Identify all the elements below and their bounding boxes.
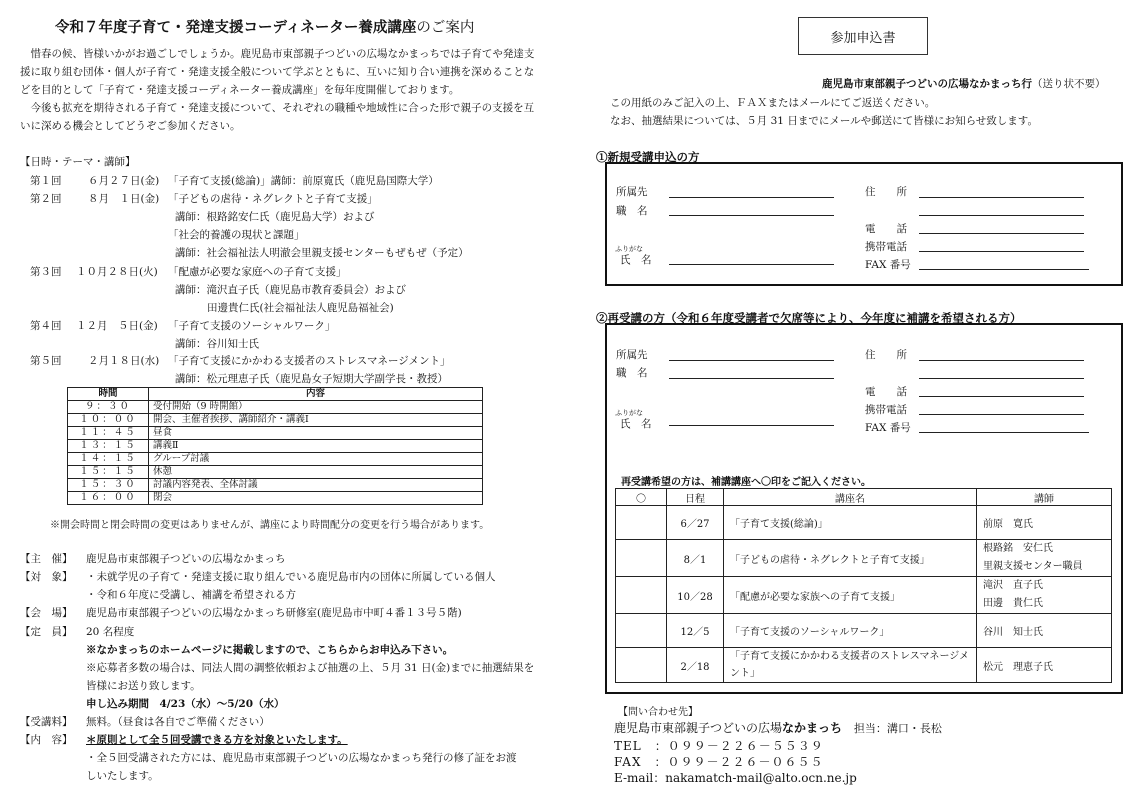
course-title: 「子育て支援(総論)」 <box>724 506 977 540</box>
phone-field[interactable] <box>919 396 1084 397</box>
re-header-mark: 〇 <box>616 489 667 506</box>
lecturer-line: 根路銘 安仁氏 <box>983 543 1053 554</box>
name-field[interactable] <box>669 425 834 426</box>
session-line: 講師：滝沢直子氏（鹿児島市教育委員会）および <box>175 284 406 296</box>
table-row <box>68 440 483 453</box>
course-title: 「子どもの虐待・ネグレクトと子育て支援」 <box>724 540 977 577</box>
session-line: 田邊貴仁氏(社会福祉法人鹿児島福祉会) <box>207 302 394 314</box>
fee-value: 無料。（昼食は各自でご準備ください） <box>86 716 270 728</box>
capacity-label: 【定 員】 <box>20 626 73 638</box>
job-label: 職 名 <box>616 367 648 379</box>
job-field[interactable] <box>669 378 834 379</box>
contact-org-brand: なかまっち <box>782 721 843 735</box>
contact-email[interactable]: E-mail：nakamatch-mail@alto.ocn.ne.jp <box>614 771 857 785</box>
session-no: 第４回 <box>30 320 62 332</box>
mark-cell[interactable] <box>616 540 667 577</box>
course-title: 「子育て支援のソーシャルワーク」 <box>724 614 977 648</box>
re-header-date: 日程 <box>667 489 724 506</box>
table-row <box>616 648 1112 683</box>
schedule-content: 受付開始（9 時開館） <box>149 401 483 414</box>
table-row <box>68 414 483 427</box>
schedule-time: １０：００ <box>68 414 149 427</box>
schedule-content: 開会、主催者挨拶、講師紹介・講義Ⅰ <box>149 414 483 427</box>
title-suffix: のご案内 <box>416 20 475 36</box>
schedule-content: 討議内容発表、全体討議 <box>149 479 483 492</box>
lottery-note: 皆様にお送り致します。 <box>86 680 201 692</box>
mobile-field[interactable] <box>919 251 1084 252</box>
furigana-label: ふりがな <box>615 245 643 253</box>
page-title <box>55 16 474 37</box>
phone-field[interactable] <box>919 233 1084 234</box>
contact-org-name: 鹿児島市東部親子つどいの広場 <box>614 721 783 735</box>
capacity-value: 20 名程度 <box>86 626 135 638</box>
schedule-time: １４：１５ <box>68 453 149 466</box>
target-value: ・未就学児の子育て・発達支援に取り組んでいる鹿児島市内の団体に所属している個人 <box>86 571 496 583</box>
contact-heading: 【問い合わせ先】 <box>618 707 698 718</box>
course-date: 8／1 <box>667 540 724 577</box>
schedule-content: 講義Ⅱ <box>149 440 483 453</box>
lecturer-line: 田邊 貴仁氏 <box>983 598 1043 609</box>
mark-cell[interactable] <box>616 506 667 540</box>
schedule-header-time: 時間 <box>68 388 149 401</box>
lecturer-line: 滝沢 直子氏 <box>983 580 1043 591</box>
course-lecturer: 松元 理恵子氏 <box>977 648 1112 683</box>
host-label: 【主 催】 <box>20 553 73 565</box>
table-row <box>68 453 483 466</box>
makeup-course-table <box>615 488 1112 683</box>
schedule-content: グループ討議 <box>149 453 483 466</box>
table-row <box>616 577 1112 614</box>
session-line: 「子どもの虐待・ネグレクトと子育て支援」 <box>168 193 378 205</box>
re-applicant-heading: ②再受講の方（令和６年度受講者で欠席等により、今年度に補講を希望される方） <box>596 311 1022 325</box>
session-line: 講師：根路銘安仁氏（鹿児島大学）および <box>175 211 375 223</box>
session-line: 講師：社会福祉法人明澈会里親支援センターもぜもぜ（予定） <box>175 247 469 259</box>
schedule-content: 閉会 <box>149 492 483 505</box>
course-date: 6／27 <box>667 506 724 540</box>
address-field-line2[interactable] <box>919 378 1084 379</box>
course-lecturer <box>977 577 1112 614</box>
table-row <box>68 492 483 505</box>
schedule-time: １５：１５ <box>68 466 149 479</box>
lecturer-line: 里親支援センター職員 <box>983 561 1083 572</box>
addressee <box>822 76 1106 91</box>
content-value: ・全５回受講された方には、鹿児島市東部親子つどいの広場なかまっち発行の修了証をお渡 <box>86 752 517 764</box>
fax-label: FAX 番号 <box>865 422 911 434</box>
affiliation-label: 所属先 <box>616 349 648 361</box>
intro-line: 援に取り組む団体・個人が子育て・発達支援全般について学ぶとともに、互いに知り合い連携を深めることな <box>20 66 535 78</box>
job-label: 職 名 <box>616 205 648 217</box>
address-field[interactable] <box>919 197 1084 198</box>
venue-value: 鹿児島市東部親子つどいの広場なかまっち研修室(鹿児島市中町４番１３号５階) <box>86 607 462 619</box>
affiliation-label: 所属先 <box>616 186 648 198</box>
re-instruction: 再受講希望の方は、補講講座へ〇印をご記入ください。 <box>621 477 871 488</box>
job-field[interactable] <box>669 215 834 216</box>
application-period: 申し込み期間 4/23（水）～5/20（水） <box>86 698 285 710</box>
content-value: ＊原則として全５回受講できる方を対象といたします。 <box>86 734 348 746</box>
session-no: 第２回 <box>30 193 62 205</box>
schedule-time: １６：００ <box>68 492 149 505</box>
lottery-note: ※応募者多数の場合は、同法人間の調整依頼および抽選の上、５月 31 日(金)までに抽選結果を <box>86 662 535 674</box>
session-date: １２月 ５日(金) <box>76 320 158 332</box>
contact-organization <box>614 719 942 736</box>
session-line: 講師：谷川知士氏 <box>175 338 259 350</box>
contact-tel: TEL ：０９９－２２６－５５３９ <box>614 739 824 753</box>
phone-label: 電 話 <box>865 223 907 235</box>
mark-cell[interactable] <box>616 614 667 648</box>
fax-field[interactable] <box>919 269 1089 270</box>
intro-paragraph <box>20 45 534 135</box>
table-row <box>68 427 483 440</box>
intro-line: どを目的として「子育て・発達支援コーディネーター養成講座」を毎年度開催しております。 <box>20 84 460 96</box>
session-line: 「社会的養護の現状と課題」 <box>168 229 305 241</box>
contact-person: 担当：溝口・長松 <box>853 722 942 735</box>
schedule-time: １１：４５ <box>68 427 149 440</box>
schedule-time: １３：１５ <box>68 440 149 453</box>
sessions-heading: 【日時・テーマ・講師】 <box>20 156 136 168</box>
title-main: 令和７年度子育て・発達支援コーディネーター養成講座 <box>55 19 417 36</box>
fee-label: 【受講料】 <box>20 716 73 728</box>
session-line: 「配慮が必要な家庭への子育て支援」 <box>168 266 347 278</box>
re-header-title: 講座名 <box>724 489 977 506</box>
session-line: 講師：松元理恵子氏（鹿児島女子短期大学副学長・教授） <box>175 373 448 385</box>
contact-fax: FAX ：０９９－２２６－０６５５ <box>614 755 824 769</box>
name-label: 氏 名 <box>620 254 652 266</box>
form-title: 参加申込書 <box>798 17 928 55</box>
host-value: 鹿児島市東部親子つどいの広場なかまっち <box>86 553 286 565</box>
phone-label: 電 話 <box>865 386 907 398</box>
course-lecturer <box>977 540 1112 577</box>
schedule-header-content: 内容 <box>149 388 483 401</box>
address-field-line2[interactable] <box>919 215 1084 216</box>
schedule-time: ９：３０ <box>68 401 149 414</box>
schedule-time: １５：３０ <box>68 479 149 492</box>
affiliation-field[interactable] <box>669 197 834 198</box>
session-no: 第３回 <box>30 266 62 278</box>
session-line: 「子育て支援(総論)」講師：前原寛氏（鹿児島国際大学） <box>168 175 439 187</box>
course-lecturer: 前原 寛氏 <box>977 506 1112 540</box>
session-line: 「子育て支援のソーシャルワーク」 <box>168 320 336 332</box>
mobile-field[interactable] <box>919 414 1084 415</box>
schedule-note: ※開会時間と閉会時間の変更はありませんが、講座により時間配分の変更を行う場合があります。 <box>50 520 490 531</box>
schedule-content: 休憩 <box>149 466 483 479</box>
name-label: 氏 名 <box>620 418 652 430</box>
course-date: 12／5 <box>667 614 724 648</box>
mobile-label: 携帯電話 <box>865 404 907 416</box>
fax-field[interactable] <box>919 432 1089 433</box>
intro-line: 惜春の候、皆様いかがお過ごしでしょうか。鹿児島市東部親子つどいの広場なかまっちでは子育てや発達支 <box>20 48 535 60</box>
table-row <box>68 479 483 492</box>
address-field[interactable] <box>919 360 1084 361</box>
affiliation-field[interactable] <box>669 360 834 361</box>
table-row <box>616 506 1112 540</box>
daily-schedule-table <box>67 387 483 505</box>
session-no: 第５回 <box>30 355 62 367</box>
mobile-label: 携帯電話 <box>865 241 907 253</box>
course-title: 「子育て支援にかかわる支援者のストレスマネージメント」 <box>724 648 977 683</box>
form-note: なお、抽選結果については、５月 31 日までにメールや郵送にて皆様にお知らせ致します。 <box>610 115 1038 127</box>
furigana-label: ふりがな <box>615 409 643 417</box>
name-field[interactable] <box>669 264 834 265</box>
mark-cell[interactable] <box>616 577 667 614</box>
session-date: ８月 １日(金) <box>88 193 160 205</box>
target-value: ・令和６年度に受講し、補講を希望される方 <box>86 589 296 601</box>
session-date: １０月２８日(火) <box>76 266 158 278</box>
fax-label: FAX 番号 <box>865 259 911 271</box>
address-label: 住 所 <box>865 349 907 361</box>
target-label: 【対 象】 <box>20 571 73 583</box>
re-header-lecturer: 講師 <box>977 489 1112 506</box>
form-note: この用紙のみご記入の上、ＦＡＸまたはメールにてご返送ください。 <box>610 97 936 109</box>
new-applicant-heading: ①新規受講申込の方 <box>596 150 700 164</box>
table-row <box>68 401 483 414</box>
session-date: ２月１８日(水) <box>88 355 160 367</box>
intro-line: 今後も拡充を期待される子育て・発達支援について、それぞれの職種や地域性に合った形で親子の支援を互 <box>20 102 535 114</box>
content-label: 【内 容】 <box>20 734 73 746</box>
table-row <box>616 614 1112 648</box>
content-value: しいたします。 <box>86 770 159 782</box>
apply-note: ※なかまっちのホームページに掲載しますので、こちらからお申込み下さい。 <box>86 644 454 656</box>
new-applicant-form <box>605 162 1123 286</box>
schedule-content: 昼食 <box>149 427 483 440</box>
addressee-name: 鹿児島市東部親子つどいの広場なかまっち行 <box>822 78 1032 90</box>
course-lecturer: 谷川 知士氏 <box>977 614 1112 648</box>
table-row <box>68 466 483 479</box>
session-date: ６月２７日(金) <box>88 175 160 187</box>
mark-cell[interactable] <box>616 648 667 683</box>
venue-label: 【会 場】 <box>20 607 73 619</box>
table-row <box>616 540 1112 577</box>
course-title: 「配慮が必要な家族への子育て支援」 <box>724 577 977 614</box>
session-no: 第１回 <box>30 175 62 187</box>
course-date: 10／28 <box>667 577 724 614</box>
session-line: 「子育て支援にかかわる支援者のストレスマネージメント」 <box>168 355 451 367</box>
course-date: 2／18 <box>667 648 724 683</box>
address-label: 住 所 <box>865 186 907 198</box>
intro-line: いに深める機会としてどうぞご参加ください。 <box>20 120 241 132</box>
addressee-suffix: （送り状不要） <box>1032 78 1106 90</box>
